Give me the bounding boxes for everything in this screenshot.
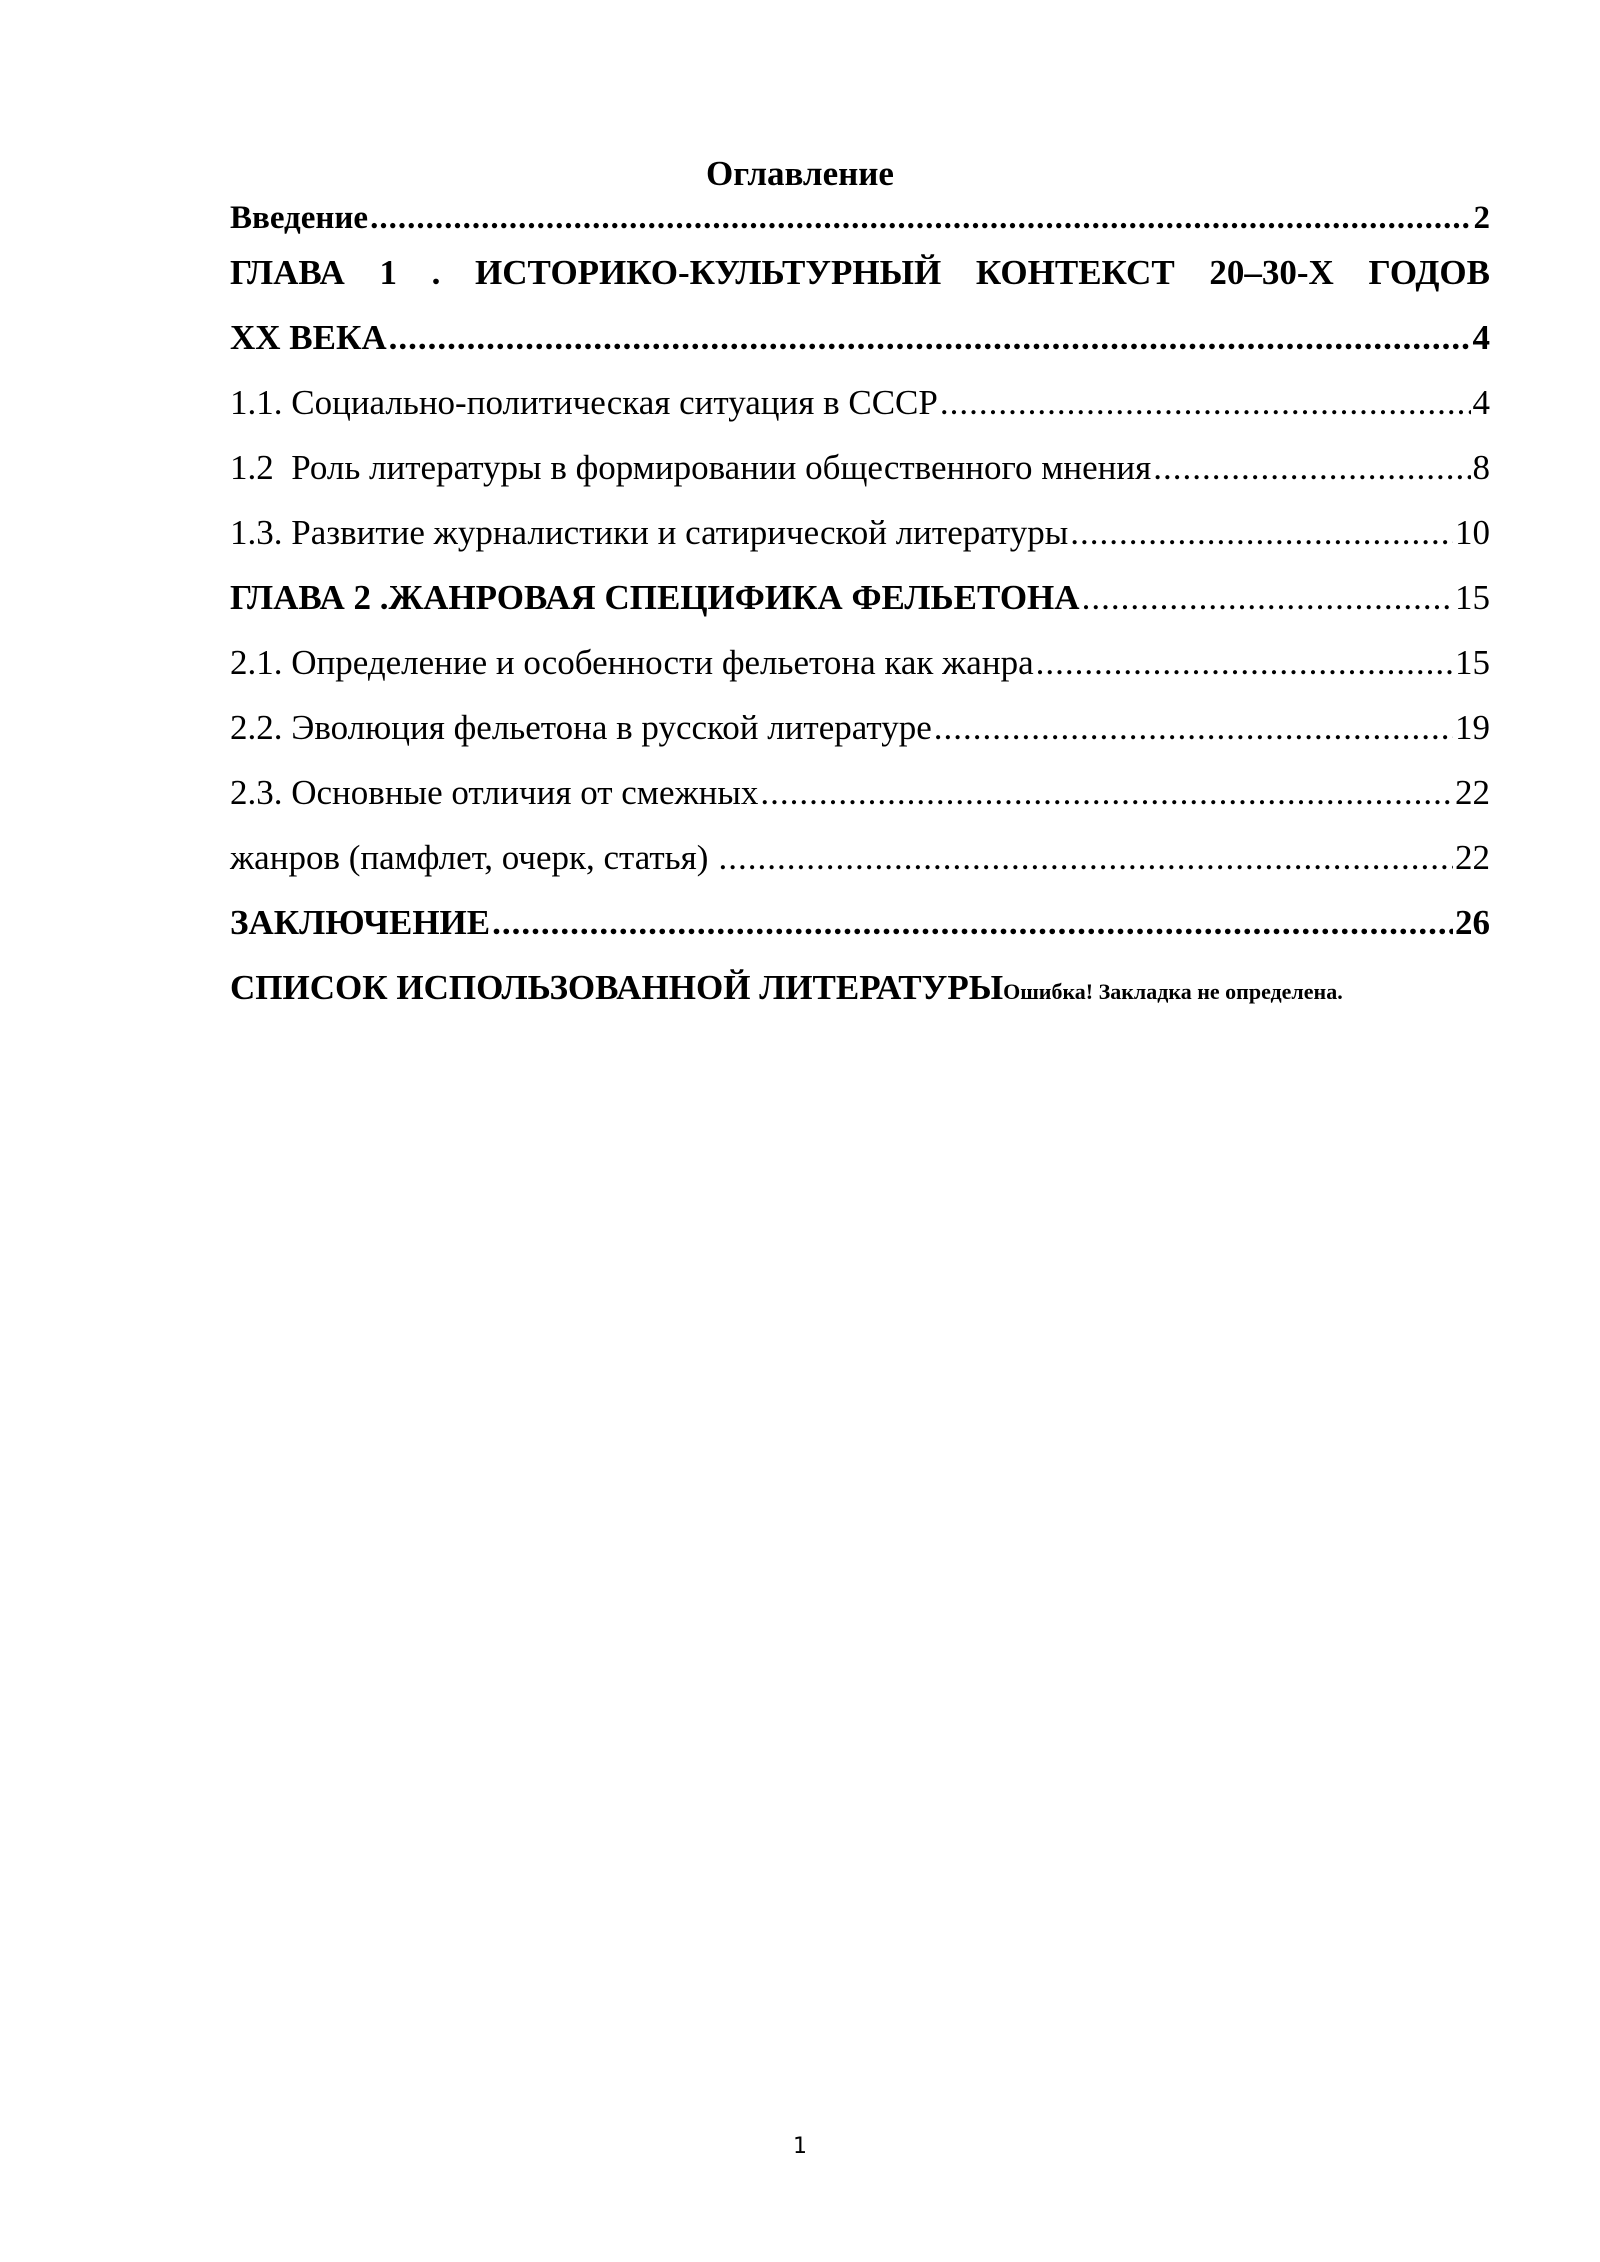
dot-leader xyxy=(1036,630,1453,695)
toc-entry-label: СПИСОК ИСПОЛЬЗОВАННОЙ ЛИТЕРАТУРЫ xyxy=(230,968,1004,1007)
dot-leader xyxy=(1070,500,1453,565)
toc-entry-page: 15 xyxy=(1455,643,1490,682)
toc-entry-page: 22 xyxy=(1455,838,1490,877)
dot-leader xyxy=(492,890,1453,955)
toc-entry-page: 4 xyxy=(1472,383,1490,422)
toc-entry-chapter-1-line-2[interactable] xyxy=(230,305,1490,370)
toc-entry-label: жанров (памфлет, очерк, статья) xyxy=(230,838,709,877)
toc-entry-page: 10 xyxy=(1455,513,1490,552)
toc-entry-label: ГЛАВА 1 . ИСТОРИКО-КУЛЬТУРНЫЙ КОНТЕКСТ 20–30-Х ГОДОВ xyxy=(230,253,1490,292)
toc-entry-page: 4 xyxy=(1472,318,1490,357)
toc-entry-introduction[interactable] xyxy=(230,196,1490,240)
toc-entry-2-3[interactable] xyxy=(230,760,1490,825)
table-of-contents xyxy=(230,196,1490,1020)
toc-entry-1-1[interactable] xyxy=(230,370,1490,435)
toc-entry-2-1[interactable] xyxy=(230,630,1490,695)
page-number: 1 xyxy=(793,2134,807,2159)
toc-entry-page: 26 xyxy=(1455,903,1490,942)
dot-leader xyxy=(1082,565,1453,630)
dot-leader xyxy=(760,760,1453,825)
toc-entry-page: 22 xyxy=(1455,773,1490,812)
toc-title: Оглавление xyxy=(706,154,894,193)
toc-entry-page: 19 xyxy=(1455,708,1490,747)
dot-leader xyxy=(719,825,1453,890)
toc-entry-page: 15 xyxy=(1455,578,1490,617)
toc-entry-chapter-2[interactable] xyxy=(230,565,1490,630)
toc-entry-label: ГЛАВА 2 .ЖАНРОВАЯ СПЕЦИФИКА ФЕЛЬЕТОНА xyxy=(230,578,1080,617)
dot-leader xyxy=(389,305,1471,370)
dot-leader xyxy=(370,196,1471,240)
toc-entry-label: XX ВЕКА xyxy=(230,318,387,357)
toc-entry-label: Введение xyxy=(230,200,369,236)
toc-entry-1-2[interactable] xyxy=(230,435,1490,500)
toc-entry-label: ЗАКЛЮЧЕНИЕ xyxy=(230,903,491,942)
dot-leader xyxy=(1153,435,1470,500)
toc-entry-page: 8 xyxy=(1472,448,1490,487)
toc-entry-1-3[interactable] xyxy=(230,500,1490,565)
dot-leader xyxy=(934,695,1453,760)
toc-entry-label: 2.3. Основные отличия от смежных xyxy=(230,773,759,812)
toc-entry-label: 2.1. Определение и особенности фельетона как жанра xyxy=(230,643,1034,682)
toc-entry-2-3-continued[interactable] xyxy=(230,825,1490,890)
bookmark-error-text: Ошибка! Закладка не определена. xyxy=(1003,979,1343,1004)
toc-entry-page: 2 xyxy=(1473,200,1490,236)
toc-entry-label: 1.3. Развитие журналистики и сатирической литературы xyxy=(230,513,1069,552)
toc-entry-references[interactable] xyxy=(230,955,1490,1020)
toc-entry-label: 2.2. Эволюция фельетона в русской литературе xyxy=(230,708,932,747)
toc-entry-label: 1.2 Роль литературы в формировании общественного мнения xyxy=(230,448,1152,487)
toc-entry-chapter-1-line-1[interactable] xyxy=(230,240,1490,305)
toc-entry-conclusion[interactable] xyxy=(230,890,1490,955)
dot-leader xyxy=(940,370,1471,435)
toc-entry-2-2[interactable] xyxy=(230,695,1490,760)
toc-entry-label: 1.1. Социально-политическая ситуация в СССР xyxy=(230,383,938,422)
